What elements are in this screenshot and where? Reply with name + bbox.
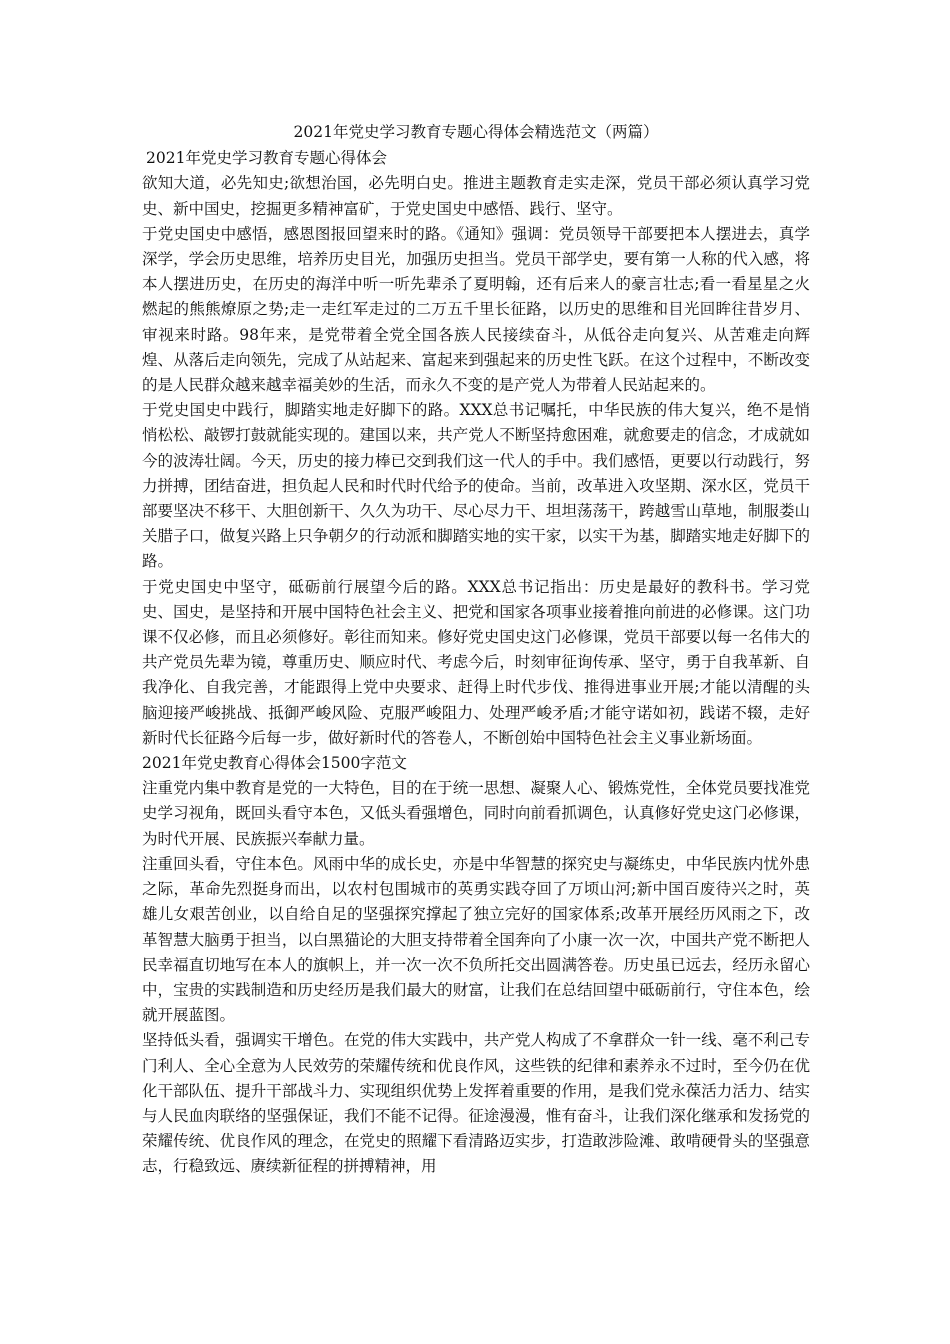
paragraph: 坚持低头看，强调实干增色。在党的伟大实践中，共产党人构成了不拿群众一针一线、毫不利己专门利人、全心全意为人民效劳的荣耀传统和优良作风，这些铁的纪律和素养永不过时，至今仍在优化干部队伍、提升干部战斗力、实现组织优势上发挥着重要的作用，是我们党永葆活力活力、结实与人民血肉联络的坚强保证，我们不能不记得。征途漫漫，惟有奋斗，让我们深化继承和发扬党的荣耀传统、优良作风的理念，在党史的照耀下看清路迈实步，打造敢涉险滩、敢啃硬骨头的坚强意志，行稳致远、赓续新征程的拼搏精神，用	[142, 1031, 810, 1176]
paragraph: 于党史国史中坚守，砥砺前行展望今后的路。XXX总书记指出：历史是最好的教科书。学习党史、国史，是坚持和开展中国特色社会主义、把党和国家各项事业接着推向前进的必修课。这门功课不仅必修，而且必须修好。彰往而知来。修好党史国史这门必修课，党员干部要以每一名伟大的共产党员先辈为镜，尊重历史、顺应时代、考虑今后，时刻审征询传承、坚守，勇于自我革新、自我净化、自我完善，才能跟得上党中央要求、赶得上时代步伐、推得进事业开展;才能以清醒的头脑迎接严峻挑战、抵御严峻风险、克服严峻阻力、处理严峻矛盾;才能守诺如初，践诺不辍，走好新时代长征路今后每一步，做好新时代的答卷人，不断创始中国特色社会主义事业新场面。	[142, 577, 810, 747]
paragraph: 注重党内集中教育是党的一大特色，目的在于统一思想、凝聚人心、锻炼党性，全体党员要找准党史学习视角，既回头看守本色，又低头看强增色，同时向前看抓调色，认真修好党史这门必修课，为时代开展、民族振兴奉献力量。	[142, 779, 810, 848]
paragraph: 注重回头看，守住本色。风雨中华的成长史，亦是中华智慧的探究史与凝练史，中华民族内忧外患之际，革命先烈挺身而出，以农村包围城市的英勇实践夺回了万顷山河;新中国百废待兴之时，英雄儿女艰苦创业，以自给自足的坚强探究撑起了独立完好的国家体系;改革开展经历风雨之下，改革智慧大脑勇于担当，以白黑猫论的大胆支持带着全国奔向了小康一次一次，中国共产党不断把人民幸福直切地写在本人的旗帜上，并一次一次不负所托交出圆满答卷。历史虽已远去，经历永留心中，宝贵的实践制造和历史经历是我们最大的财富，让我们在总结回望中砥砺前行，守住本色，绘就开展蓝图。	[142, 854, 810, 1025]
paragraph: 欲知大道，必先知史;欲想治国，必先明白史。推进主题教育走实走深，党员干部必须认真学习党史、新中国史，挖掘更多精神富矿，于党史国史中感悟、践行、坚守。	[142, 174, 810, 218]
section-heading-2: 2021年党史教育心得体会1500字范文	[142, 754, 407, 773]
section-heading-1: 2021年党史学习教育专题心得体会	[146, 149, 387, 168]
document-page	[142, 120, 810, 1180]
document-title: 2021年党史学习教育专题心得体会精选范文（两篇）	[293, 123, 659, 141]
paragraph: 于党史国史中践行，脚踏实地走好脚下的路。XXX总书记嘱托，中华民族的伟大复兴，绝不是悄悄松松、敲锣打鼓就能实现的。建国以来，共产党人不断坚持愈困难，就愈要走的信念，才成就如今的波涛壮阔。今天，历史的接力棒已交到我们这一代人的手中。我们感悟，更要以行动践行，努力拼搏，团结奋进，担负起人民和时代时代给予的使命。当前，改革进入攻坚期、深水区，党员干部要坚决不移干、大胆创新干、久久为功干、尽心尽力干、坦坦荡荡干，跨越雪山草地，制服娄山关腊子口，做复兴路上只争朝夕的行动派和脚踏实地的实干家，以实干为基，脚踏实地走好脚下的路。	[142, 401, 810, 571]
paragraph: 于党史国史中感悟，感恩图报回望来时的路。《通知》强调：党员领导干部要把本人摆进去，真学深学，学会历史思维，培养历史目光，加强历史担当。党员干部学史，要有第一人称的代入感，将本人摆进历史，在历史的海洋中听一听先辈杀了夏明翰，还有后来人的豪言壮志;看一看星星之火燃起的熊熊燎原之势;走一走红军走过的二万五千里长征路，以历史的思维和目光回眸往昔岁月、审视来时路。98年来，是党带着全党全国各族人民接续奋斗，从低谷走向复兴、从苦难走向辉煌、从落后走向领先，完成了从站起来、富起来到强起来的历史性飞跃。在这个过程中，不断改变的是人民群众越来越幸福美妙的生活，而永久不变的是产党人为带着人民站起来的。	[142, 224, 810, 395]
